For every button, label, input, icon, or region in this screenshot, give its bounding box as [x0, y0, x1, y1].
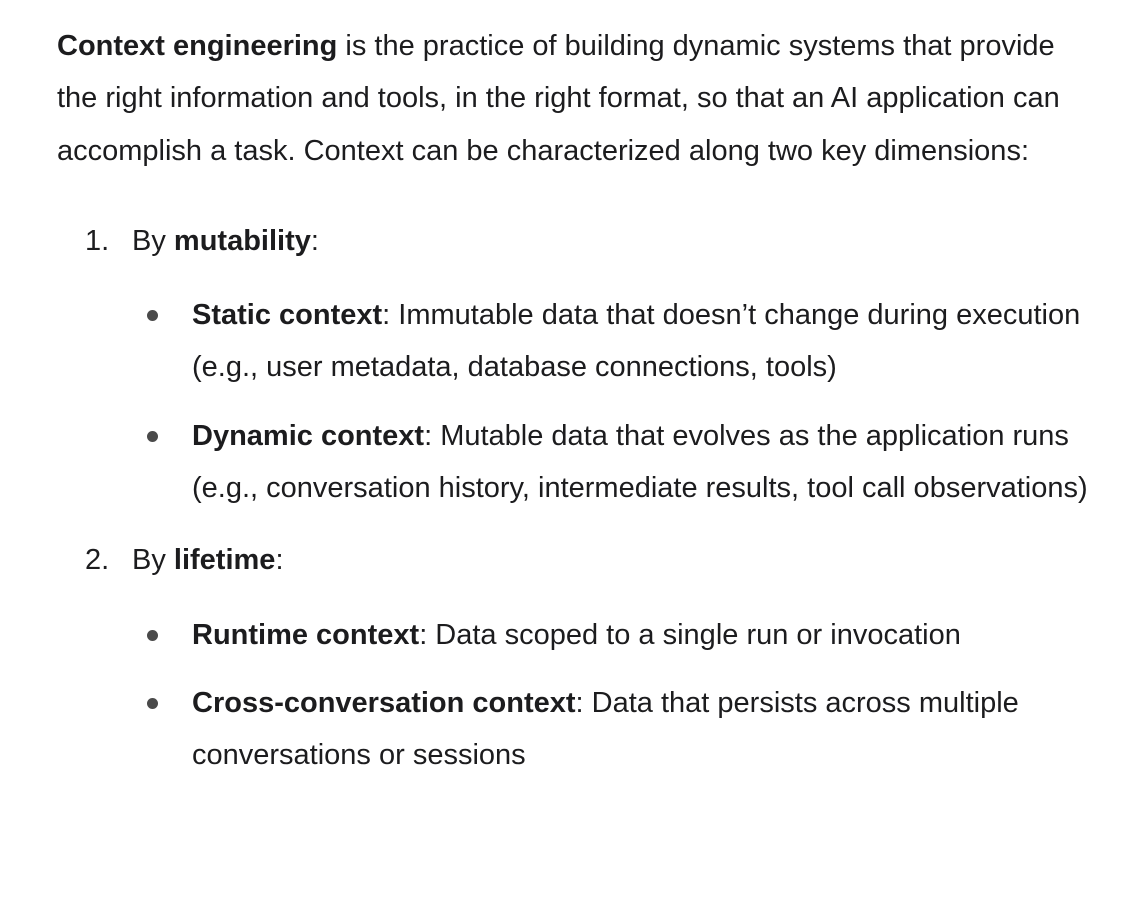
dimension-prefix: By: [132, 224, 174, 257]
bullet-icon: [147, 431, 158, 442]
dimensions-list: [57, 215, 1097, 782]
dimension-suffix: :: [310, 224, 319, 257]
item-term: Cross-conversation context: [192, 686, 576, 719]
intro-paragraph: [57, 20, 1097, 177]
mutability-sublist: [132, 289, 1097, 514]
document-body: [57, 20, 1097, 802]
item-term: Dynamic context: [192, 419, 425, 452]
dimension-item-mutability: [57, 215, 1097, 514]
bullet-icon: [147, 630, 158, 641]
item-text: : Data that persists across multiple conversations or sessions: [192, 686, 1019, 772]
item-term: Runtime context: [192, 618, 420, 651]
dimension-heading: [132, 225, 319, 257]
list-item-runtime-context: [132, 609, 1097, 661]
dimension-suffix: :: [275, 544, 284, 577]
list-number: 1.: [85, 224, 110, 257]
item-text: : Data scoped to a single run or invocation: [419, 618, 961, 651]
list-number: 2.: [85, 544, 110, 577]
item-text: : Mutable data that evolves as the application runs (e.g., conversation history, intermediate results, tool call observations): [192, 419, 1088, 505]
dimension-heading: [132, 544, 284, 576]
list-item-cross-conversation-context: [132, 677, 1097, 782]
list-item-static-context: [132, 289, 1097, 394]
intro-term: Context engineering: [57, 30, 338, 62]
dimension-prefix: By: [132, 544, 174, 577]
dimension-item-lifetime: [57, 534, 1097, 781]
intro-text: is the practice of building dynamic systems that provide the right information and tools, in the right format, so that an AI application can accomplish a task. Context can be characterized along two key dimensions:: [57, 30, 1060, 167]
dimension-keyword: lifetime: [173, 544, 276, 577]
item-text: : Immutable data that doesn’t change during execution (e.g., user metadata, database connections, tools): [192, 299, 1081, 384]
item-term: Static context: [192, 299, 383, 332]
bullet-icon: [147, 698, 158, 709]
list-item-dynamic-context: [132, 410, 1097, 515]
bullet-icon: [147, 310, 158, 321]
dimension-keyword: mutability: [173, 224, 311, 257]
lifetime-sublist: [132, 609, 1097, 782]
